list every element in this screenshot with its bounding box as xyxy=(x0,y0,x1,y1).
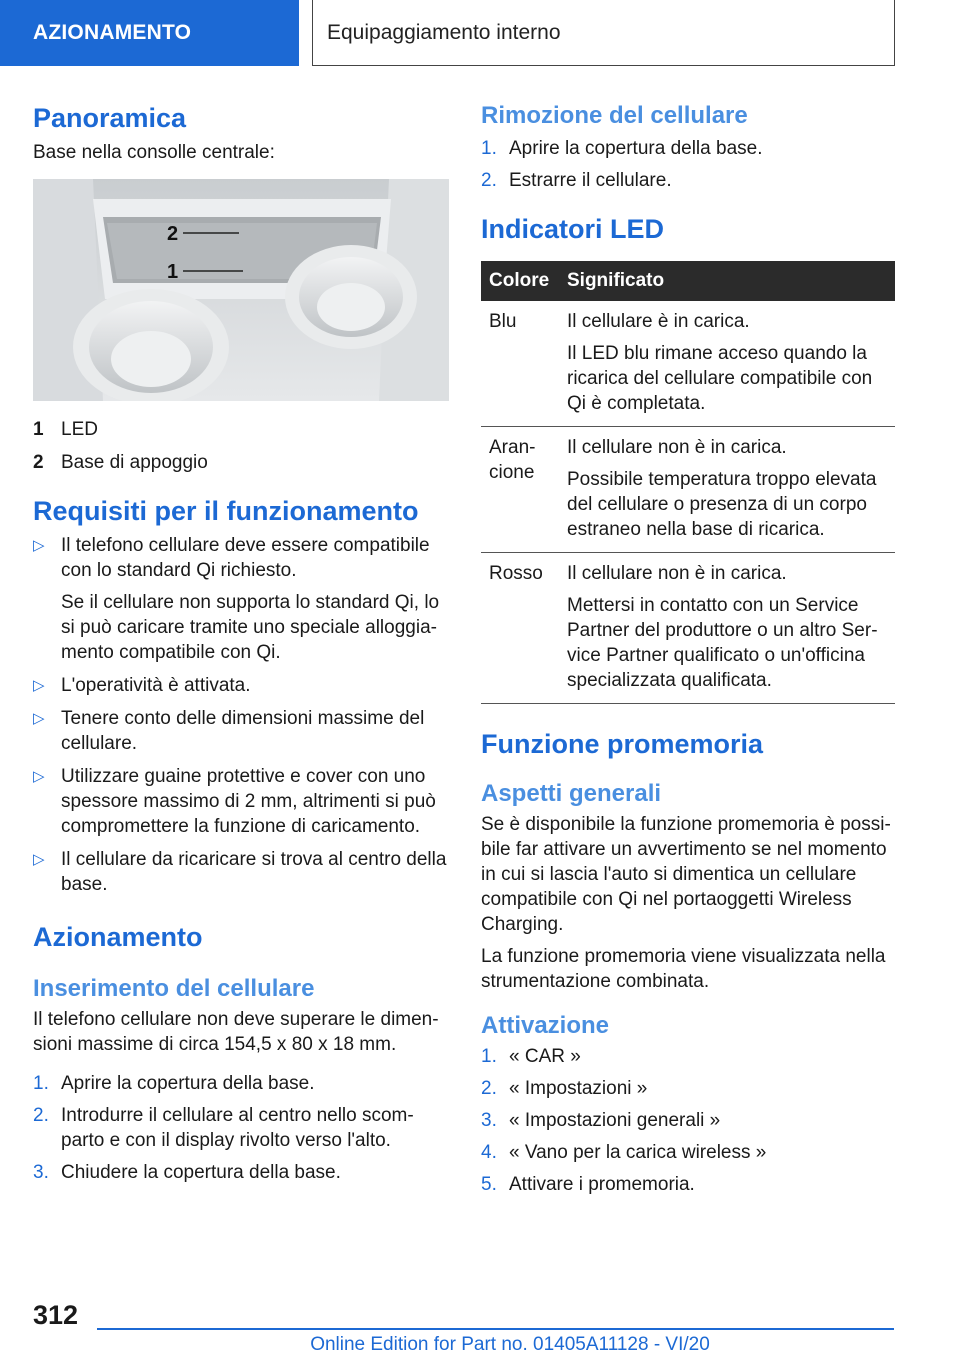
requirements-heading: Requisiti per il funzionamento xyxy=(33,496,419,526)
chapter-title: Equipaggiamento interno xyxy=(327,20,561,44)
requirement-item: ▷ L'operatività è attivata. xyxy=(33,675,251,696)
callout-1: 1 xyxy=(167,261,179,283)
insert-heading: Inserimento del cellulare xyxy=(33,975,315,1002)
table-row xyxy=(481,301,895,427)
general-heading: Aspetti generali xyxy=(481,780,662,807)
table-row xyxy=(481,427,895,553)
column-header: Colore xyxy=(481,261,559,301)
led-meaning: Il cellulare non è in carica. Mettersi in contatto con un Service Partner del produttore o un altro Service Partner qualificato o un'officina specializzata qualificata. xyxy=(559,553,895,704)
triangle-bullet-icon: ▷ xyxy=(33,768,45,785)
legend-item: 2 Base di appoggio xyxy=(33,452,208,473)
triangle-bullet-icon: ▷ xyxy=(33,677,45,694)
right-column xyxy=(481,100,896,1197)
led-color: Blu xyxy=(481,301,559,427)
insert-intro: Il telefono cellulare non deve superare le dimensioni massime di circa 154,5 x 80 x 18 mm. xyxy=(33,1009,439,1055)
insert-step: 2. Introdurre il cellulare al centro nello scomparto e con il display rivolto verso l'alto. xyxy=(33,1105,414,1151)
legend-item: 1 LED xyxy=(33,419,98,440)
triangle-bullet-icon: ▷ xyxy=(33,851,45,868)
left-column xyxy=(33,100,449,1185)
activation-step: 2. « Impostazioni » xyxy=(481,1078,648,1099)
page-number: 312 xyxy=(33,1300,79,1330)
remove-heading: Rimozione del cellulare xyxy=(481,102,748,129)
console-illustration xyxy=(33,179,449,401)
led-meaning: Il cellulare non è in carica. Possibile temperatura troppo elevata del cellulare o presenza di un corpo estraneo nella base di ricarica. xyxy=(559,427,895,553)
footer-divider xyxy=(97,1328,894,1330)
table-row xyxy=(481,553,895,704)
led-heading: Indicatori LED xyxy=(481,214,665,244)
footer-edition: Online Edition for Part no. 01405A11128 - VI/20 xyxy=(310,1334,710,1355)
console-figure xyxy=(33,179,449,401)
callout-2: 2 xyxy=(167,223,179,245)
led-color: Rosso xyxy=(481,553,559,704)
overview-heading: Panoramica xyxy=(33,103,187,133)
activation-step: 3. « Impostazioni generali » xyxy=(481,1110,721,1131)
insert-step: 1. Aprire la copertura della base. xyxy=(33,1073,315,1094)
chapter-tab xyxy=(312,0,895,66)
requirement-item: ▷ Il cellulare da ricaricare si trova al centro della base. xyxy=(33,849,447,895)
remove-step: 2. Estrarre il cellulare. xyxy=(481,170,672,191)
activation-step: 4. « Vano per la carica wireless » xyxy=(481,1142,767,1163)
led-meaning: Il cellulare è in carica. Il LED blu rimane acceso quando la ricarica del cellulare compatibile con Qi è completata. xyxy=(559,301,895,427)
reminder-heading: Funzione promemoria xyxy=(481,729,764,759)
led-color: Arancione xyxy=(481,427,559,553)
general-paragraph-1: Se è disponibile la funzione promemoria è possibile far attivare un avvertimento se nel momento in cui si lascia l'auto si dimentica un cellulare compatibile con Qi nel portaoggetti Wireless Charging. xyxy=(481,814,891,935)
activation-heading: Attivazione xyxy=(481,1012,610,1039)
activation-step: 1. « CAR » xyxy=(481,1046,581,1067)
figure-legend xyxy=(33,413,449,479)
insert-step: 3. Chiudere la copertura della base. xyxy=(33,1162,341,1183)
requirement-item: ▷ Il telefono cellulare deve essere compatibile con lo standard Qi richiesto. Se il cellulare non supporta lo standard Qi, lo si può caricare tramite uno speciale alloggiamento compatibile con Qi. xyxy=(33,535,440,663)
column-header: Significato xyxy=(559,261,895,301)
triangle-bullet-icon: ▷ xyxy=(33,710,45,727)
requirement-item: ▷ Utilizzare guaine protettive e cover con uno spessore massimo di 2 mm, altrimenti si può compromettere la funzione di caricamento. xyxy=(33,766,436,837)
overview-intro: Base nella consolle centrale: xyxy=(33,142,275,163)
section-title: AZIONAMENTO xyxy=(33,21,192,44)
triangle-bullet-icon: ▷ xyxy=(33,537,45,554)
requirement-item: ▷ Tenere conto delle dimensioni massime del cellulare. xyxy=(33,708,425,754)
led-table-header xyxy=(481,261,895,301)
activation-step: 5. Attivare i promemoria. xyxy=(481,1174,695,1195)
general-paragraph-2: La funzione promemoria viene visualizzata nella strumentazione combinata. xyxy=(481,946,886,992)
remove-step: 1. Aprire la copertura della base. xyxy=(481,138,763,159)
section-tab xyxy=(0,0,299,66)
led-table xyxy=(481,261,895,704)
operation-heading: Azionamento xyxy=(33,922,203,952)
